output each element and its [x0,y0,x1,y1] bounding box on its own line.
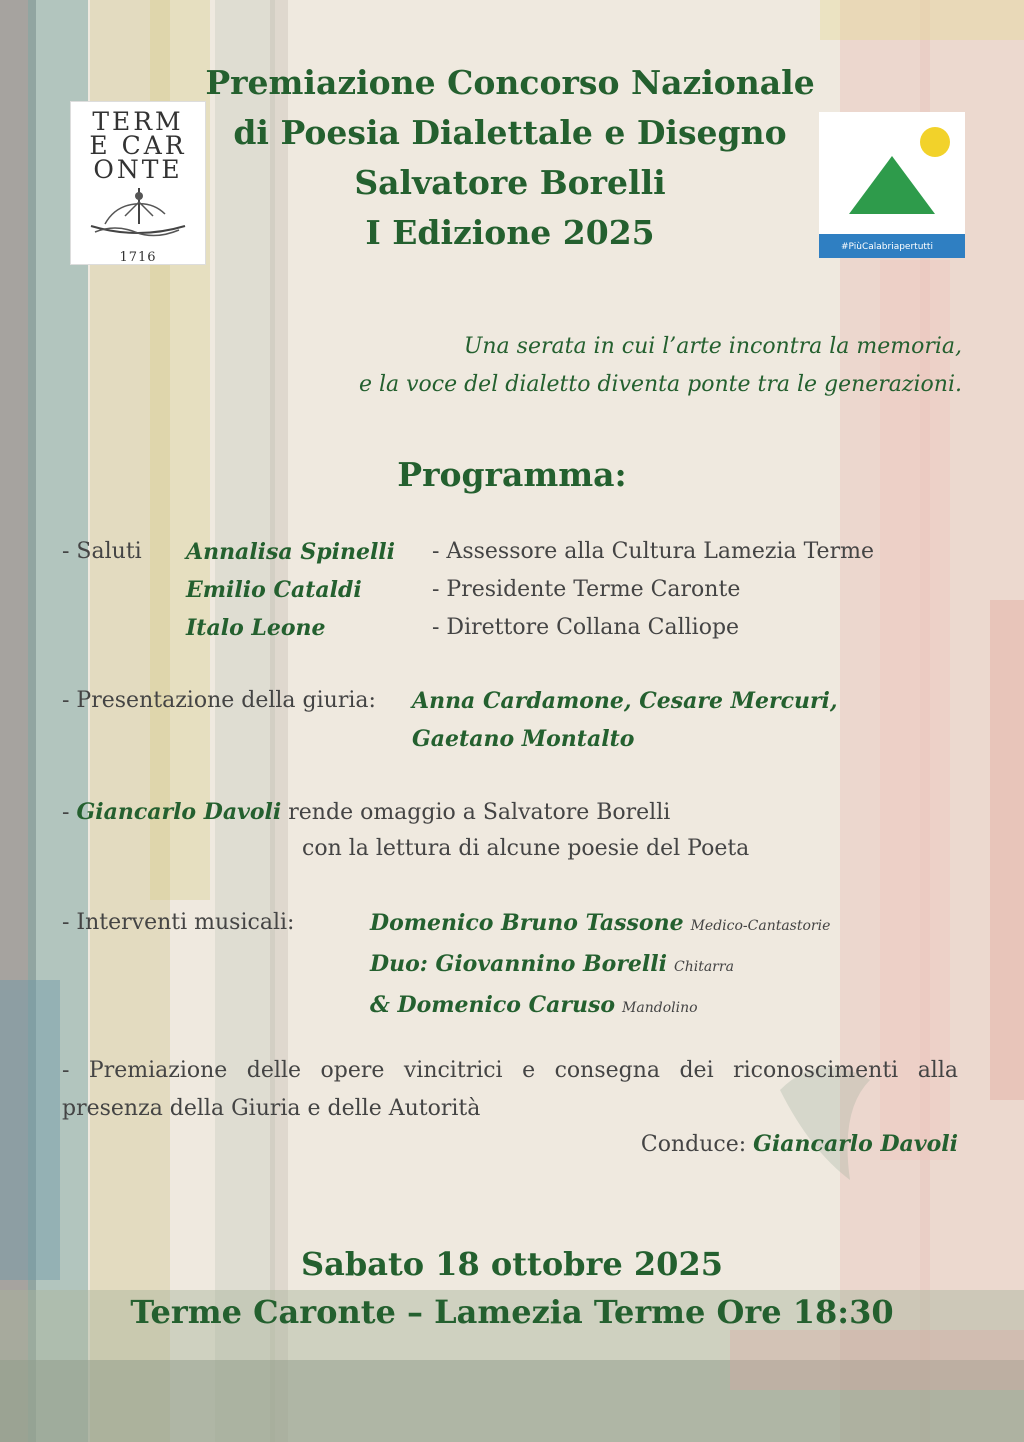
conduce-name: Giancarlo Davoli [753,1131,958,1157]
saluti-names [186,533,395,647]
premiazione-line1: - Premiazione delle opere vincitrici e consegna dei riconoscimenti alla [62,1058,958,1083]
mountain-sun-icon [819,112,965,234]
logo-left-line3: ONTE [93,155,183,184]
saluti-name-1: Annalisa Spinelli [186,539,396,565]
logo-left-year: 1716 [119,250,157,265]
title-line4: I Edizione 2025 [365,213,655,252]
saluti-role-3: - Direttore Collana Calliope [432,615,740,640]
musica-role-1: Medico-Cantastorie [690,918,831,934]
tagline [359,328,962,404]
title-line3: Salvatore Borelli [354,163,666,202]
omaggio-name: Giancarlo Davoli [76,799,282,825]
saluti-role-2: - Presidente Terme Caronte [432,577,741,602]
title-line1: Premiazione Concorso Nazionale [205,63,815,102]
boatman-emblem-icon [85,186,191,240]
omaggio-line2: con la lettura di alcune poesie del Poeta [302,836,750,861]
saluti-name-2: Emilio Cataldi [186,577,362,603]
musica-label: - Interventi musicali: [62,910,295,935]
premiazione-line2: presenza della Giuria e delle Autorità [62,1096,481,1121]
tagline-line1: Una serata in cui l’arte incontra la memoria, [463,334,962,359]
saluti-name-3: Italo Leone [186,615,326,641]
tagline-line2: e la voce del dialetto diventa ponte tra le generazioni. [358,372,962,397]
logo-left-line1: TERM [92,107,184,136]
giuria-label: - Presentazione della giuria: [62,688,376,713]
logo-hashtag: #PiùCalabriapertutti [841,242,933,252]
musica-row-1 [370,904,830,945]
event-place-time: Terme Caronte – Lamezia Terme Ore 18:30 [130,1293,894,1331]
saluti-label: - Saluti [62,539,142,564]
musica-role-2: Chitarra [674,959,734,975]
musica-row-2 [370,945,830,986]
giuria-names-line2: Gaetano Montalto [412,726,635,752]
programma-heading: Programma: [397,455,627,494]
saluti-role-1: - Assessore alla Cultura Lamezia Terme [432,539,874,564]
conduce-label: Conduce: [640,1132,754,1157]
premiazione [62,1052,958,1128]
giuria-names-line1: Anna Cardamone, Cesare Mercuri, [412,688,838,714]
musica-role-3: Mandolino [622,1000,698,1016]
piu-calabria-logo [819,112,965,258]
musica-row-3 [370,986,830,1027]
saluti-roles [432,533,874,647]
logo-left-line2: E CAR [89,131,187,160]
musica-name-3: & Domenico Caruso [370,992,616,1018]
omaggio-dash: - [62,800,77,825]
musica-name-2: Duo: Giovannino Borelli [370,951,667,977]
title-line2: di Poesia Dialettale e Disegno [233,113,787,152]
event-date: Sabato 18 ottobre 2025 [301,1245,723,1283]
omaggio-text1: rende omaggio a Salvatore Borelli [281,800,671,825]
omaggio-line1 [62,793,670,832]
conduce [641,1125,958,1164]
event-title [180,58,840,258]
musica-name-1: Domenico Bruno Tassone [370,910,684,936]
musica-rows [370,904,830,1027]
giuria-names [412,682,838,758]
